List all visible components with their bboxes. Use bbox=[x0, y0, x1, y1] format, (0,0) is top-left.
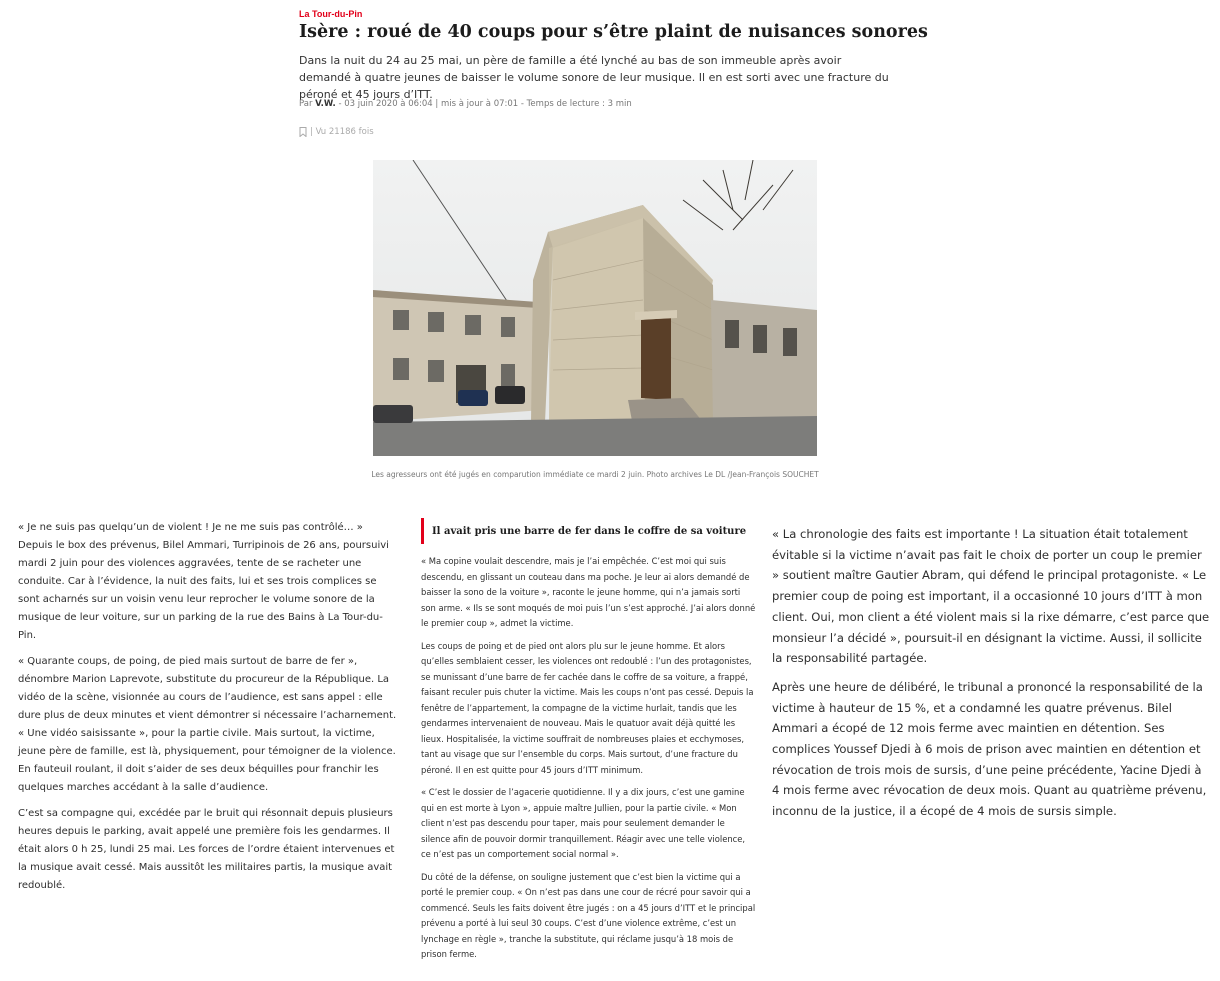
author-name[interactable]: V.W. bbox=[315, 99, 336, 109]
article-meta bbox=[299, 99, 632, 109]
section-subheading: Il avait pris une barre de fer dans le coffre de sa voiture bbox=[421, 518, 756, 544]
paragraph: Les coups de poing et de pied ont alors plu sur le jeune homme. Et alors qu’elles semblaient cesser, les violences ont redoublé : l’un des protagonistes, se munissant d’une barre de fer cachée dans le coffre de sa voiture, a frappé, faisant reculer puis chuter la victime. Mais les coups n’ont pas cessé. Depuis la fenêtre de l’appartement, la compagne de la victime hurlait, tandis que les gendarmes intervenaient de nouveau. Mais le quatuor avait déjà quitté les lieux. Hospitalisée, la victime souffrait de nombreuses plaies et ecchymoses, tant au visage que sur l’ensemble du corps. Mais surtout, d’une fracture du péroné. Il en est quitte pour 45 jours d’ITT minimum. bbox=[421, 640, 754, 775]
paragraph: « Je ne suis pas quelqu’un de violent ! Je ne me suis pas contrôlé… » Depuis le box des prévenus, Bilel Ammari, Turripinois de 26 ans, poursuivi mardi 2 juin pour des violences aggravées, tente de se racheter une conduite. Car à l’évidence, la nuit des faits, lui et ses trois complices se sont acharnés sur un voisin venu leur reprocher le volume sonore de la musique de leur voiture, sur un parking de la rue des Bains à La Tour-du-Pin. bbox=[18, 522, 389, 641]
article-actions bbox=[299, 127, 374, 137]
article-photo bbox=[373, 160, 817, 456]
publish-date: - 03 juin 2020 à 06:04 | mis à jour à 07:01 - Temps de lecture : 3 min bbox=[338, 99, 632, 109]
article-lede: Dans la nuit du 24 au 25 mai, un père de famille a été lynché au bas de son immeuble après avoir demandé à quatre jeunes de baisser le volume sonore de leur musique. Il en est sorti avec une fracture du péroné et 45 jours d’ITT. bbox=[299, 54, 889, 101]
byline-prefix: Par bbox=[299, 99, 313, 109]
paragraph: « C’est le dossier de l’agacerie quotidienne. Il y a dix jours, c’est une gamine qui en est morte à Lyon », appuie maître Jullien, pour la partie civile. « Mon client n’est pas descendu pour taper, mais pour seulement demander le silence afin de pouvoir dormir tranquillement. Réagir avec une telle violence, ce n’est pas un comportement social normal ». bbox=[421, 787, 746, 859]
paragraph: « La chronologie des faits est importante ! La situation était totalement évitable si la victime n’avait pas fait le choix de porter un coup le premier » soutient maître Gautier Abram, qui défend le principal protagoniste. « Le premier coup de poing est important, il a occasionné 10 jours d’ITT à mon client. Oui, mon client a été violent mais si la rixe démarre, c’est parce que monsieur l’a décidé », poursuit-il en désignant la victime. Aussi, il sollicite la responsabilité partagée. bbox=[772, 527, 1210, 666]
bookmark-icon[interactable] bbox=[299, 127, 307, 137]
article-kicker[interactable]: La Tour-du-Pin bbox=[299, 9, 363, 19]
paragraph: Du côté de la défense, on souligne justement que c’est bien la victime qui a porté le premier coup. « On n’est pas dans une cour de récré pour savoir qui a commencé. Seuls les faits doivent être jugés : on a 45 jours d’ITT et le principal prévenu a porté à lui seul 30 coups. C’est d’une violence extrême, c’est un lynchage en règle », tranche la substitute, qui réclame jusqu’à 18 mois de prison ferme. bbox=[421, 871, 756, 959]
article-column-3 bbox=[772, 524, 1212, 830]
view-count: | Vu 21186 fois bbox=[310, 127, 374, 137]
paragraph: C’est sa compagne qui, excédée par le bruit qui résonnait depuis plusieurs heures depuis le parking, avait appelé une première fois les gendarmes. Il était alors 0 h 25, lundi 25 mai. Les forces de l’ordre étaient intervenues et la musique avait cessé. Mais aussitôt les militaires partis, la musique avait redoublé. bbox=[18, 808, 395, 891]
photo-caption: Les agresseurs ont été jugés en comparution immédiate ce mardi 2 juin. Photo archives Le DL /Jean-François SOUCHET bbox=[371, 470, 819, 479]
article-column-2 bbox=[421, 518, 756, 970]
paragraph: Après une heure de délibéré, le tribunal a prononcé la responsabilité de la victime à hauteur de 15 %, et a condamné les quatre prévenus. Bilel Ammari a écopé de 12 mois ferme avec maintien en détention. Ses complices Youssef Djedi à 6 mois de prison avec maintien en détention et révocation de trois mois de sursis, d’une peine précédente, Yacine Djedi à 4 mois ferme avec révocation de deux mois. Quant au quatrième prévenu, inconnu de la justice, il a écopé de 4 mois de sursis simple. bbox=[772, 679, 1207, 819]
paragraph: « Ma copine voulait descendre, mais je l’ai empêchée. C’est moi qui suis descendu, en glissant un couteau dans ma poche. Je leur ai alors demandé de baisser la sono de la voiture », raconte le jeune homme, qui n’a jamais sorti son arme. « Ils se sont moqués de moi puis l’un s’est approché. J’ai alors donné le premier coup », admet la victime. bbox=[421, 556, 756, 628]
article-title: Isère : roué de 40 coups pour s’être plaint de nuisances sonores bbox=[299, 22, 928, 42]
paragraph: « Quarante coups, de poing, de pied mais surtout de barre de fer », dénombre Marion Laprevote, substitute du procureur de la République. La vidéo de la scène, visionnée au cours de l’audience, est sans appel : elle dure plus de deux minutes et vient démontrer si nécessaire l’acharnement. « Une vidéo saisissante », pour la partie civile. Mais surtout, la victime, jeune père de famille, est là, physiquement, pour témoigner de la violence. En fauteuil roulant, il doit s’aider de ses deux béquilles pour franchir les quelques marches accédant à la salle d’audience. bbox=[18, 656, 397, 793]
article-column-1 bbox=[18, 519, 398, 903]
